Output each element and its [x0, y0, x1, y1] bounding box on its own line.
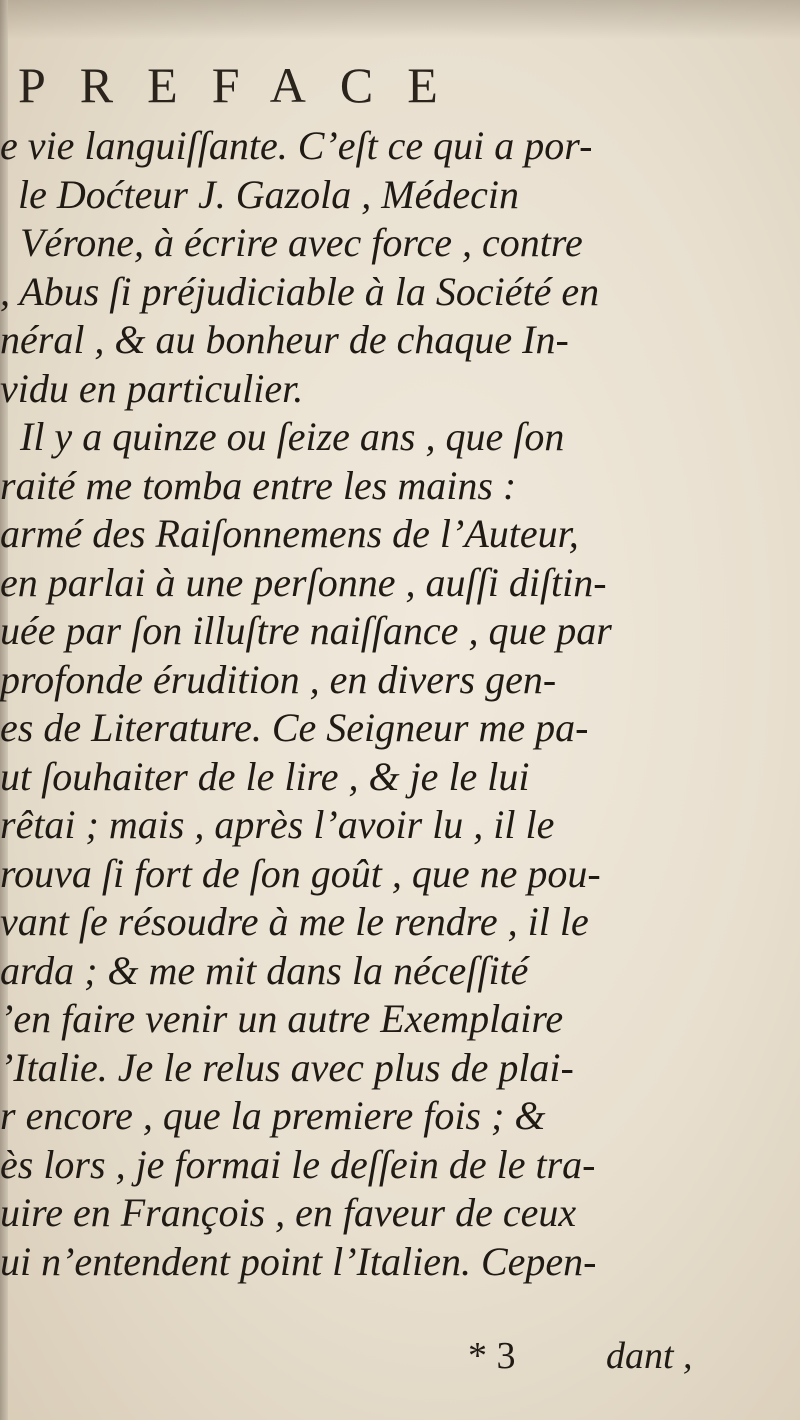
catchword: dant , [606, 1335, 693, 1377]
text-line: profonde érudition , en divers gen- [0, 656, 557, 702]
text-line: ui n’entendent point l’Italien. Cepen- [0, 1238, 597, 1284]
text-line: Vérone, à écrire avec force , contre [20, 220, 583, 265]
text-line: ès lors , je formai le deſſein de le tra- [0, 1141, 596, 1187]
page-footer [0, 1334, 800, 1382]
text-line: , Abus ſi préjudiciable à la Société en [0, 268, 600, 314]
page-top-shadow [0, 0, 800, 40]
text-line: r encore , que la premiere fois ; & [0, 1093, 546, 1138]
text-line: raité me tomba entre les mains : [0, 462, 517, 508]
text-line: ’Italie. Je le relus avec plus de plai- [0, 1044, 574, 1090]
signature-mark: * 3 [468, 1335, 516, 1377]
text-line: en parlai à une perſonne , auſſi diſtin- [0, 559, 607, 605]
text-line: ut ſouhaiter de le lire , & je le lui [0, 753, 530, 799]
text-line: e vie languiſſante. C’eſt ce qui a por- [0, 123, 593, 168]
text-line: uée par ſon illuſtre naiſſance , que par [0, 608, 612, 653]
text-line: vidu en particulier. [0, 365, 304, 411]
body-text [0, 122, 800, 1286]
text-line: rêtai ; mais , après l’avoir lu , il le [0, 802, 555, 847]
text-line: rouva ſi fort de ſon goût , que ne pou- [0, 850, 601, 896]
text-line: le Doćteur J. Gazola , Médecin [18, 171, 519, 217]
text-line: es de Literature. Ce Seigneur me pa- [0, 705, 589, 750]
text-line: ’en faire venir un autre Exemplaire [0, 996, 564, 1041]
text-line: armé des Raiſonnemens de l’Auteur, [0, 511, 579, 556]
text-line: Il y a quinze ou ſeize ans , que ſon [20, 414, 565, 459]
text-line: vant ſe résoudre à me le rendre , il le [0, 899, 589, 944]
text-line: néral , & au bonheur de chaque In- [0, 317, 569, 362]
running-head: PREFACE [18, 57, 472, 113]
text-line: uire en François , en faveur de ceux [0, 1190, 577, 1235]
text-line: arda ; & me mit dans la néceſſité [0, 947, 529, 993]
